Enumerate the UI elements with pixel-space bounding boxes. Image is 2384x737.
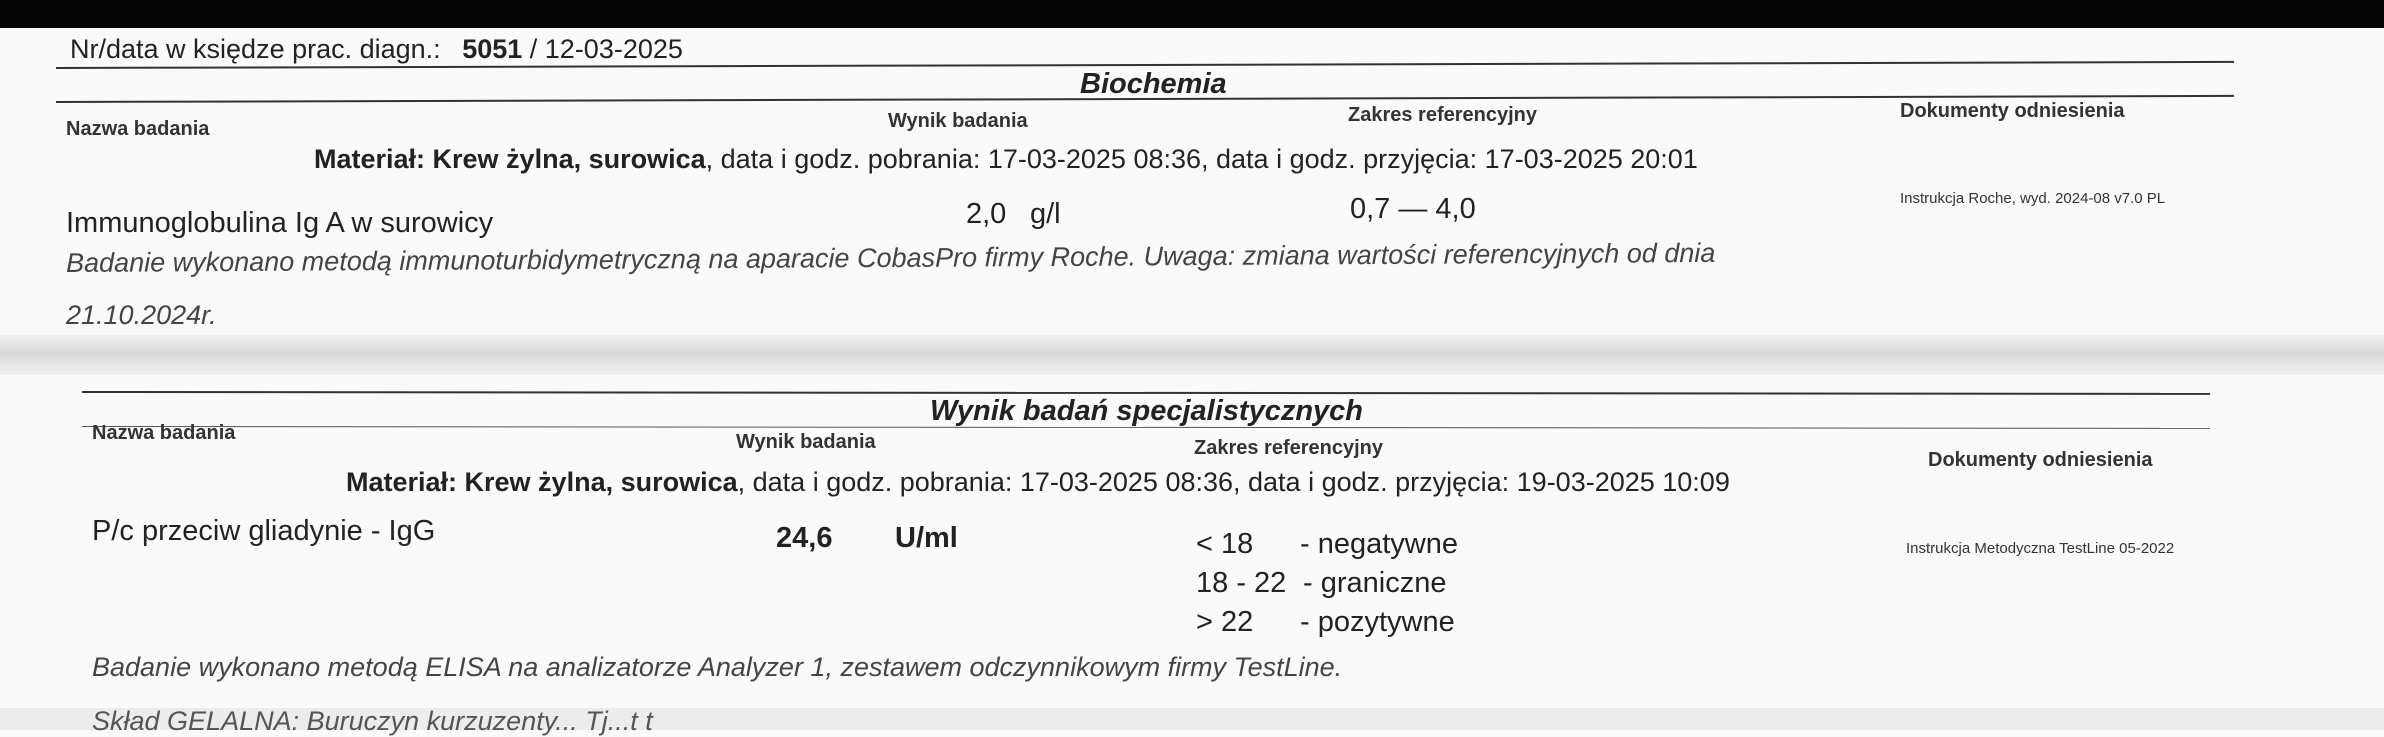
column-header-docs: Dokumenty odniesienia [1900, 100, 2125, 122]
material-label: Materiał: Krew żylna, surowica [346, 467, 738, 497]
section-title: Wynik badań specjalistycznych [930, 395, 1364, 427]
column-header-name: Nazwa badania [66, 118, 210, 140]
material-line [314, 144, 1698, 175]
test-value: 2,0 [966, 198, 1007, 230]
material-dates: , data i godz. pobrania: 17-03-2025 08:36, data i godz. przyjęcia: 17-03-2025 20:01 [705, 144, 1698, 174]
range-row [1196, 528, 1458, 561]
test-unit: U/ml [895, 522, 958, 554]
reference-document: Instrukcja Metodyczna TestLine 05-2022 [1906, 540, 2175, 557]
column-header-result: Wynik badania [736, 431, 876, 453]
scan-top-edge [0, 0, 2384, 28]
method-note: Badanie wykonano metodą immunoturbidymetryczną na aparacie CobasPro firmy Roche. Uwaga: zmiana wartości referencyjnych od dnia [66, 237, 1716, 278]
column-header-docs: Dokumenty odniesienia [1928, 449, 2153, 471]
range-row [1196, 606, 1455, 639]
material-line [346, 467, 1730, 498]
test-name: Immunoglobulina Ig A w surowicy [66, 207, 494, 239]
section-title: Biochemia [1080, 68, 1227, 100]
column-header-range: Zakres referencyjny [1348, 104, 1538, 126]
material-dates: , data i godz. pobrania: 17-03-2025 08:36, data i godz. przyjęcia: 19-03-2025 10:09 [737, 467, 1730, 497]
range-threshold: > 22 [1196, 606, 1254, 638]
test-range: 0,7 — 4,0 [1350, 193, 1476, 225]
range-threshold: 18 - 22 [1196, 567, 1287, 599]
range-threshold: < 18 [1196, 528, 1254, 560]
test-name: P/c przeciw gliadynie - IgG [92, 515, 436, 547]
divider [82, 426, 2210, 429]
method-note-continued: Skład GELALNA: Buruczyn kurzuzenty... Tj...t t [92, 706, 653, 736]
register-number: 5051 [462, 34, 523, 64]
range-label: - negatywne [1300, 528, 1458, 560]
column-header-range: Zakres referencyjny [1194, 437, 1384, 459]
register-label: Nr/data w księdze prac. diagn.: [70, 34, 441, 64]
column-header-result: Wynik badania [888, 110, 1028, 132]
register-date: / 12-03-2025 [522, 34, 683, 64]
range-label: - graniczne [1303, 567, 1447, 599]
test-value: 24,6 [776, 522, 833, 554]
range-label: - pozytywne [1300, 606, 1455, 638]
method-note: Badanie wykonano metodą ELISA na analizatorze Analyzer 1, zestawem odczynnikowym firmy TestLine. [92, 652, 1343, 682]
column-header-name: Nazwa badania [92, 422, 236, 444]
material-label: Materiał: Krew żylna, surowica [314, 144, 706, 174]
method-note-continued: 21.10.2024r. [66, 300, 217, 330]
range-row [1196, 567, 1446, 600]
register-header [70, 34, 683, 65]
reference-document: Instrukcja Roche, wyd. 2024-08 v7.0 PL [1900, 190, 2166, 207]
paper-fold-shadow [0, 335, 2384, 375]
test-unit: g/l [1030, 198, 1061, 230]
